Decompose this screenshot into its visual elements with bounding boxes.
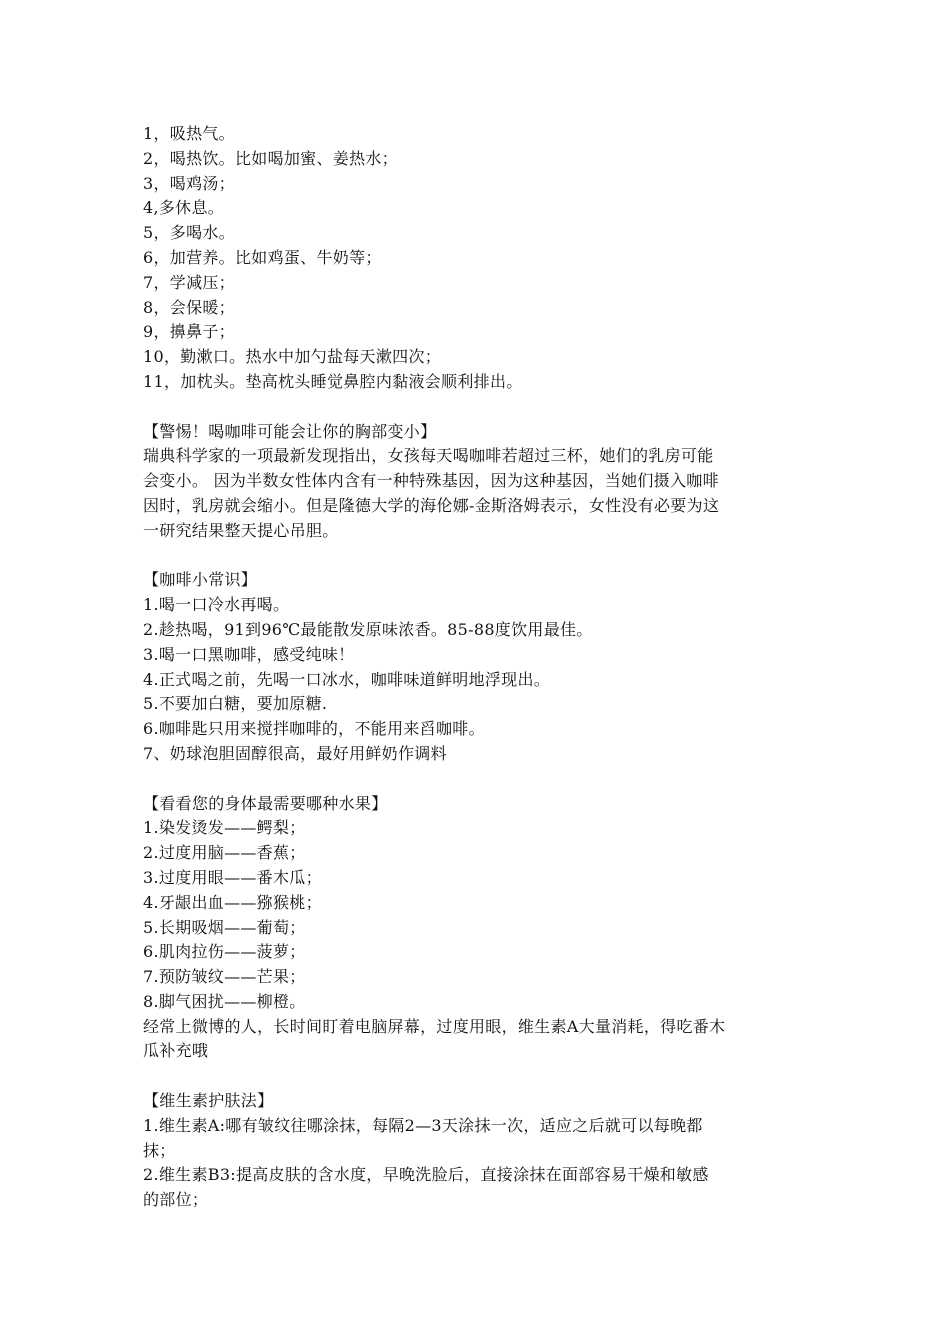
blank-line [143,767,811,792]
list-item: 2，喝热饮。比如喝加蜜、姜热水； [143,148,398,168]
fruit-section [143,792,811,1065]
list-item: 3.喝一口黑咖啡，感受纯味！ [143,644,355,664]
paragraph-line: 因时，乳房就会缩小。但是隆德大学的海伦娜-金斯洛姆表示，女性没有必要为这 [143,495,720,515]
paragraph-line: 2.维生素B3:提高皮肤的含水度，早晚洗脸后，直接涂抹在面部容易干燥和敏感 [143,1165,709,1185]
section-heading: 【看看您的身体最需要哪种水果】 [143,793,388,813]
list-item: 8，会保暖； [143,297,235,317]
list-item: 1.喝一口冷水再喝。 [143,595,290,615]
coffee-tips-section [143,568,811,766]
coffee-warning-section [143,420,811,544]
list-item: 5.不要加白糖，要加原糖. [143,694,328,714]
list-item: 2.过度用脑——香蕉； [143,843,306,863]
paragraph-line: 瑞典科学家的一项最新发现指出，女孩每天喝咖啡若超过三杯，她们的乳房可能 [143,446,714,466]
list-item: 6，加营养。比如鸡蛋、牛奶等； [143,247,382,267]
paragraph-line: 瓜补充哦 [143,1041,209,1061]
paragraph-line: 1.维生素A:哪有皱纹往哪涂抹，每隔2—3天涂抹一次，适应之后就可以每晚都 [143,1115,703,1135]
blank-line [143,544,811,569]
list-item: 6.咖啡匙只用来搅拌咖啡的，不能用来舀咖啡。 [143,719,485,739]
paragraph-line: 的部位； [143,1190,209,1210]
list-item: 3，喝鸡汤； [143,173,235,193]
list-item: 8.脚气困扰——柳橙。 [143,991,306,1011]
section-heading: 【咖啡小常识】 [143,570,258,590]
blank-line [143,395,811,420]
paragraph-line: 抹； [143,1140,176,1160]
list-item: 2.趁热喝，91到96℃最能散发原味浓香。85-88度饮用最佳。 [143,619,593,639]
list-item: 4.牙龈出血——猕猴桃； [143,892,322,912]
vitamin-section [143,1089,811,1213]
paragraph-line: 会变小。 因为半数女性体内含有一种特殊基因，因为这种基因，当她们摄入咖啡 [143,471,719,491]
list-item: 7、奶球泡胆固醇很高，最好用鲜奶作调料 [143,743,447,763]
list-item: 5.长期吸烟——葡萄； [143,917,306,937]
list-item: 7.预防皱纹——芒果； [143,967,306,987]
list-item: 5，多喝水。 [143,223,235,243]
document-page [143,122,811,1213]
list-item: 10，勤漱口。热水中加勺盐每天漱四次； [143,347,442,367]
blank-line [143,1064,811,1089]
list-item: 7，学减压； [143,272,235,292]
list-item: 1，吸热气。 [143,124,235,143]
list-item: 6.肌肉拉伤——菠萝； [143,942,306,962]
list-item: 4,多休息。 [143,198,225,218]
list-item: 3.过度用眼——番木瓜； [143,867,322,887]
list-item: 1.染发烫发——鳄梨； [143,818,306,838]
list-item: 4.正式喝之前，先喝一口冰水，咖啡味道鲜明地浮现出。 [143,669,551,689]
cold-tips-list [143,122,811,395]
list-item: 11，加枕头。垫高枕头睡觉鼻腔内黏液会顺利排出。 [143,371,523,391]
section-heading: 【维生素护肤法】 [143,1091,274,1111]
list-item: 9，擤鼻子； [143,322,235,342]
section-heading: 【警惕！喝咖啡可能会让你的胸部变小】 [143,421,437,441]
paragraph-line: 经常上微博的人，长时间盯着电脑屏幕，过度用眼，维生素A大量消耗，得吃番木 [143,1016,726,1036]
paragraph-line: 一研究结果整天提心吊胆。 [143,520,339,540]
